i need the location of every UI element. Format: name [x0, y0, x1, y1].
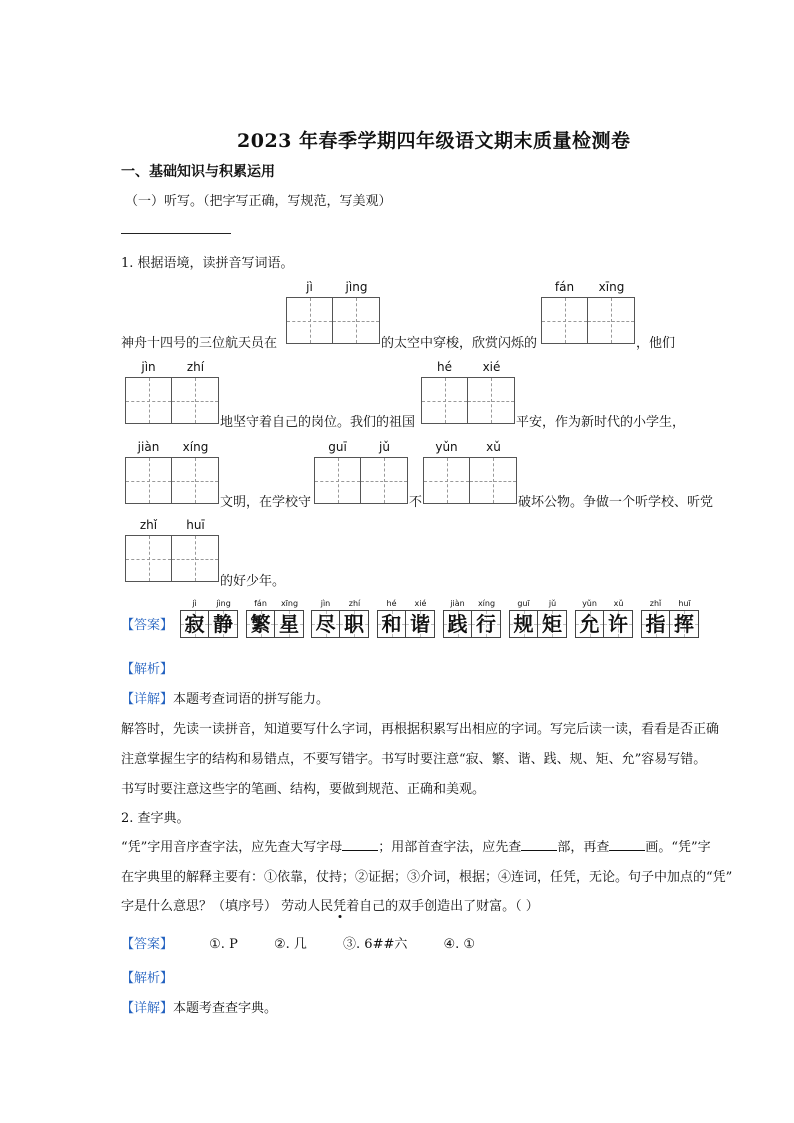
answer-char-cell [377, 598, 406, 638]
answer-char-cell [604, 598, 633, 638]
pinyin-he: hé [437, 360, 452, 374]
q2-answer-label: 【答案】 [121, 937, 174, 952]
answer-char: 许 [608, 612, 628, 636]
answer-pinyin: huī [678, 599, 691, 608]
blank-letter[interactable] [342, 837, 378, 851]
q2-line1-d: 画。“凭”字 [645, 840, 711, 855]
explanation-para-3: 书写时要注意这些字的笔画、结构，要做到规范、正确和美观。 [121, 782, 486, 797]
q1-line1-c: ，他们 [636, 336, 676, 351]
answer-char-box [246, 610, 275, 638]
detail-line [121, 688, 329, 707]
pinyin-jian: jiàn [137, 440, 160, 454]
answer-char-box [641, 610, 670, 638]
answer-char: 规 [513, 612, 534, 636]
answer-char-cell [246, 598, 275, 638]
q2-detail-text: 本题考查查字典。 [173, 1001, 278, 1016]
answer-char: 践 [447, 612, 468, 636]
answer-char-box [443, 610, 472, 638]
blank-strokes[interactable] [609, 837, 645, 851]
q2-line3-a: 字是什么意思？（填序号） 劳动人民 [121, 899, 334, 914]
answer-char-box [377, 610, 406, 638]
answer-pinyin: xīng [280, 599, 299, 608]
answer-pinyin: jiàn [450, 599, 465, 608]
q2-line1 [121, 836, 751, 855]
answer-char-cell [209, 598, 238, 638]
answer-char: 繁 [250, 612, 271, 636]
q2-answer-4: ④. ① [443, 937, 476, 952]
pinyin-ju: jǔ [379, 440, 390, 454]
dotted-char: 凭 [333, 899, 347, 914]
answer-char-cell [443, 598, 472, 638]
question-2-stem: 2. 查字典。 [121, 811, 190, 826]
writing-grid-fanxing[interactable] [541, 297, 635, 344]
q2-answer-2: ②. 几 [273, 937, 307, 952]
answer-char-box [670, 610, 699, 638]
answer-char-cell [275, 598, 304, 638]
pinyin-xu: xǔ [486, 440, 501, 454]
q2-answer-row [121, 933, 475, 952]
q2-line1-c: 部，再查 [557, 840, 610, 855]
q1-line3-c: 破坏公物。争做一个听学校、听党 [518, 495, 714, 510]
q1-line4-a: 的好少年。 [220, 574, 286, 589]
answer-char-box [604, 610, 633, 638]
pinyin-gui: guī [328, 440, 347, 454]
answer-char: 寂 [184, 612, 205, 636]
section-heading: 一、基础知识与积累运用 [121, 164, 275, 180]
answer-pinyin: xié [414, 599, 427, 608]
pinyin-jin: jìn [141, 360, 156, 374]
answer-word-4 [377, 598, 435, 638]
answer-char: 矩 [542, 612, 562, 636]
answer-char-box [180, 610, 209, 638]
writing-grid-jijing[interactable] [286, 297, 380, 344]
q2-line1-b: ；用部首查字法，应先查 [378, 840, 522, 855]
answer-pinyin: fán [254, 599, 267, 608]
answer-char-box [340, 610, 369, 638]
q1-line3-a: 文明，在学校守 [220, 495, 312, 510]
answer-char-cell [340, 598, 369, 638]
answer-char-box [509, 610, 538, 638]
answer-char-cell [641, 598, 670, 638]
answer-char: 行 [476, 612, 496, 636]
answer-char-box [209, 610, 238, 638]
answer-char: 挥 [674, 612, 694, 636]
answer-label: 【答案】 [121, 618, 174, 633]
answer-word-7 [575, 598, 633, 638]
answer-char-cell [509, 598, 538, 638]
question-1-stem: 1. 根据语境，读拼音写词语。 [121, 256, 294, 271]
answer-pinyin: jìn [320, 599, 331, 608]
pinyin-xing2: xíng [182, 440, 209, 454]
detail-label: 【详解】 [121, 692, 174, 707]
q2-line2: 在字典里的解释主要有：①依靠，仗持；②证据；③介词，根据；④连词，任凭，无论。句子中加点的“凭” [121, 870, 733, 885]
answer-pinyin: xíng [477, 599, 496, 608]
answer-pinyin: jì [192, 599, 197, 608]
answer-char-box [311, 610, 340, 638]
answer-word-3 [311, 598, 369, 638]
explanation-para-2: 注意掌握生字的结构和易错点，不要写错字。书写时要注意“寂、繁、谐、践、规、矩、允”容易写错。 [121, 752, 707, 767]
separator-line [121, 233, 231, 234]
q1-line3-b: 不 [409, 495, 423, 510]
q1-line2-a: 地坚守着自己的岗位。我们的祖国 [220, 415, 416, 430]
pinyin-xie: xié [482, 360, 501, 374]
pinyin-xing: xīng [598, 280, 625, 294]
q2-answer-3: ③. 6##六 [343, 937, 408, 952]
pinyin-ji: jì [306, 280, 313, 294]
answer-char-box [538, 610, 567, 638]
answer-char-cell [311, 598, 340, 638]
writing-grid-jinzhi[interactable] [125, 377, 219, 424]
subsection-heading: （一）听写。（把字写正确，写规范，写美观） [125, 194, 392, 209]
pinyin-yun: yǔn [435, 440, 458, 454]
answer-word-5 [443, 598, 501, 638]
answer-char-box [575, 610, 604, 638]
q1-line1-a: 神舟十四号的三位航天员在 [121, 336, 278, 351]
answer-char-cell [406, 598, 435, 638]
answer-pinyin: jǔ [548, 599, 557, 608]
answer-char: 职 [344, 612, 364, 636]
answer-word-8 [641, 598, 699, 638]
q1-line2-b: 平安，作为新时代的小学生， [516, 415, 686, 430]
answer-pinyin: zhí [348, 599, 361, 608]
q2-detail-label: 【详解】 [121, 1001, 174, 1016]
pinyin-zhi: zhí [186, 360, 205, 374]
answer-word-2 [246, 598, 304, 638]
blank-radical[interactable] [521, 837, 557, 851]
answer-char: 指 [645, 612, 666, 636]
pinyin-zhi2: zhǐ [139, 518, 158, 532]
answer-char: 允 [579, 612, 600, 636]
writing-grid-zhihui[interactable] [125, 535, 219, 582]
answer-word-1 [180, 598, 238, 638]
answer-char-cell [180, 598, 209, 638]
pinyin-fan: fán [554, 280, 575, 294]
answer-char: 静 [213, 612, 233, 636]
writing-grid-jianxing[interactable] [125, 457, 219, 504]
answer-char: 谐 [410, 612, 430, 636]
q2-line3 [121, 895, 539, 914]
answer-char-box [275, 610, 304, 638]
q2-detail-line [121, 997, 277, 1016]
answer-char-cell [575, 598, 604, 638]
q2-line3-b: 着自己的双手创造出了财富。（ ） [346, 899, 539, 914]
answer-pinyin: hé [386, 599, 397, 608]
q2-analysis-label: 【解析】 [121, 971, 174, 986]
q2-line1-a: “凭”字用音序查字法，应先查大写字母 [121, 840, 343, 855]
q1-line1-b: 的太空中穿梭，欣赏闪烁的 [381, 336, 538, 351]
page-title: 2023 年春季学期四年级语文期末质量检测卷 [237, 130, 631, 152]
writing-grid-hexie[interactable] [421, 377, 515, 424]
detail-text: 本题考查词语的拼写能力。 [173, 692, 330, 707]
answer-char: 尽 [315, 612, 336, 636]
answer-pinyin: jìng [216, 599, 231, 608]
writing-grid-yunxu[interactable] [423, 457, 517, 504]
answer-pinyin: yǔn [582, 599, 597, 608]
answer-pinyin: xǔ [613, 599, 624, 608]
answer-char-cell [472, 598, 501, 638]
pinyin-hui: huī [186, 518, 205, 532]
answer-word-6 [509, 598, 567, 638]
answer-pinyin: guī [517, 599, 530, 608]
q2-answer-1: ①. P [209, 937, 238, 952]
analysis-label: 【解析】 [121, 662, 174, 677]
answer-pinyin: zhǐ [649, 599, 662, 608]
answer-char-box [472, 610, 501, 638]
writing-grid-guiju[interactable] [314, 457, 408, 504]
answer-char-cell [670, 598, 699, 638]
answer-char: 和 [381, 612, 402, 636]
answer-char-box [406, 610, 435, 638]
pinyin-jing: jìng [345, 280, 368, 294]
answer-char: 星 [279, 612, 299, 636]
answer-char-cell [538, 598, 567, 638]
explanation-para-1: 解答时，先读一读拼音，知道要写什么字词，再根据积累写出相应的字词。写完后读一读，看看是否正确 [121, 722, 720, 737]
